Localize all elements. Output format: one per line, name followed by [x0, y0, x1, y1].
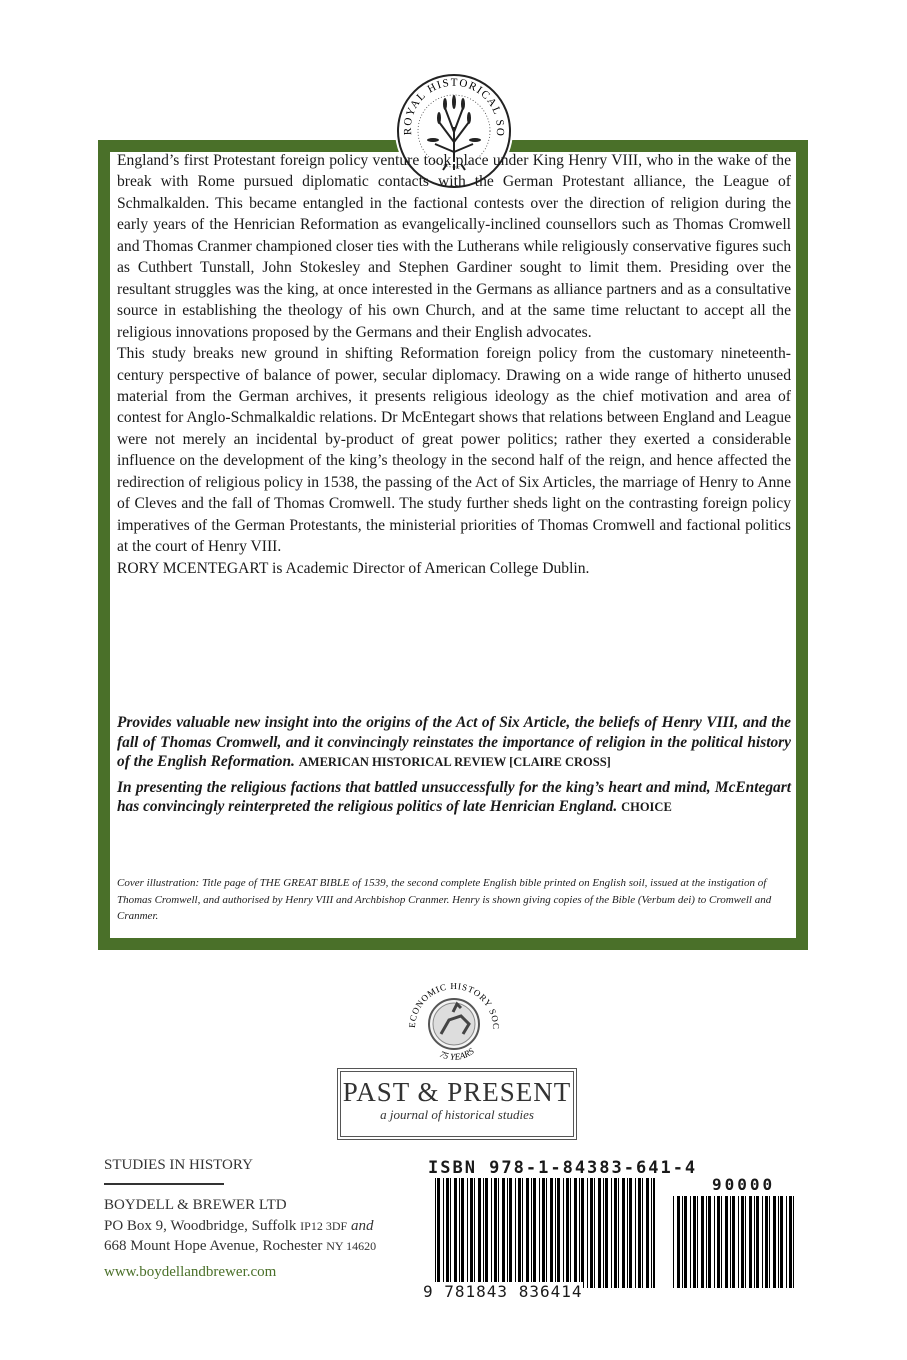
barcode-bar: [590, 1178, 593, 1288]
barcode-bar: [706, 1196, 707, 1288]
review-quote: [117, 778, 791, 818]
barcode-bar: [483, 1178, 484, 1288]
address-and: and: [350, 1217, 374, 1234]
barcode-bar: [598, 1178, 601, 1288]
barcode-bar: [684, 1196, 687, 1288]
barcode-bar: [635, 1178, 636, 1288]
price-addon-code: 90000: [712, 1175, 776, 1194]
barcode-bar: [673, 1196, 674, 1288]
barcode-bar: [570, 1178, 571, 1288]
barcode-bar: [725, 1196, 728, 1288]
barcode-bar: [502, 1178, 505, 1288]
barcode-bar: [614, 1178, 617, 1288]
barcode-bar: [446, 1178, 449, 1288]
barcode-bar: [653, 1178, 655, 1288]
barcode-bar: [682, 1196, 683, 1288]
barcode-bar: [454, 1178, 457, 1288]
barcode-bar: [721, 1196, 722, 1288]
barcode-bar: [459, 1178, 460, 1288]
barcode-bar: [550, 1178, 553, 1288]
barcode-bar: [491, 1178, 492, 1288]
barcode-bar: [574, 1178, 577, 1288]
barcode-bar: [749, 1196, 752, 1288]
series-name: STUDIES IN HISTORY: [104, 1157, 253, 1173]
barcode-bar: [555, 1178, 556, 1288]
barcode-bar: [642, 1178, 643, 1288]
barcode-bar: [526, 1178, 529, 1288]
barcode-bar: [546, 1178, 547, 1288]
past-present-subtitle: a journal of historical studies: [380, 1107, 534, 1122]
barcode-bar: [629, 1178, 632, 1288]
blurb-paragraph: This study breaks new ground in shifting Reformation foreign policy from the customary nineteenth-century perspective of balance of power, secular diplomacy. Drawing on a wide range of hitherto unused material from the German archives, it presents religious ideology as the chief motivation and area of contest for Anglo-Schmalkaldic relations. Dr McEntegart shows that relations between England and League were not merely an incidental by-product of great power politics; rather they exerted a considerable influence on the development of the king’s theology in the second half of the reign, and hence affected the redirection of religious policy in 1538, the passing of the Act of Six Articles, the marriage of Henry to Anne of Cleves and the fall of Thomas Cromwell. The study further sheds light on the contrasting foreign policy imperatives of the German Protestants, the ministerial priorities of Thomas Cromwell and factional politics at the court of Henry VIII.: [117, 345, 791, 556]
past-present-title: PAST & PRESENT: [342, 1077, 572, 1107]
barcode-bar: [605, 1178, 608, 1288]
review-source: CHOICE: [621, 800, 672, 814]
svg-text:ECONOMIC HISTORY SOCIETY: ECONOMIC HISTORY SOC: [406, 980, 502, 1031]
barcode-bar: [789, 1196, 792, 1288]
barcode-bar: [603, 1178, 604, 1288]
barcode-bar: [531, 1178, 532, 1288]
blurb-paragraph: England’s first Protestant foreign policy venture took place under King Henry VIII, who in the wake of the break with Rome pursued diplomatic contacts with the German Protestant alliance, the League of Schmalkalden. This became entangled in the factional contests over the direction of religion during the early years of the Henrician Reformation as evangelically-inclined counsellors such as Thomas Cromwell and Thomas Cranmer championed closer ties with the Lutherans while religiously conservative figures such as Cuthbert Tunstall, John Stokesley and Stephen Gardiner sought to limit them. Presiding over the resultant struggles was the king, at once interested in the Germans as alliance partners and as a consultative source in establishing the theology of his own Church, and at the same time reluctant to accept all the religious innovations proposed by the Germans and their English advocates.: [117, 152, 791, 341]
barcode-bar: [470, 1178, 473, 1288]
barcode-bar: [542, 1178, 545, 1288]
barcode-bar: [778, 1196, 779, 1288]
address-line-1: [104, 1216, 376, 1237]
barcode-bar: [745, 1196, 746, 1288]
publisher-address: [104, 1195, 376, 1257]
publisher-name: BOYDELL & BREWER LTD: [104, 1197, 287, 1213]
reviews: [117, 713, 791, 823]
barcode-bar: [443, 1178, 444, 1288]
barcode-bar: [773, 1196, 776, 1288]
barcode-bar: [717, 1196, 720, 1288]
barcode-bar: [627, 1178, 628, 1288]
postcode: NY 14620: [326, 1239, 377, 1253]
barcode-bar: [515, 1178, 516, 1288]
barcode-bar: [651, 1178, 652, 1288]
barcode-bar: [786, 1196, 787, 1288]
address-text: 668 Mount Hope Avenue, Rochester: [104, 1238, 323, 1254]
barcode-bar: [677, 1196, 680, 1288]
barcode-bar: [474, 1178, 475, 1288]
review-text: Provides valuable new insight into the origins of the Act of Six Article, the beliefs of Henry VIII, and the fall of Thomas Cromwell, and it convincingly reinstates the importance of religion in the political history of the English Reformation.: [117, 714, 791, 770]
barcode-number: 9 781843 836414: [423, 1282, 583, 1301]
barcode-bar: [587, 1178, 588, 1288]
barcode-bar: [435, 1178, 436, 1288]
review-text: In presenting the religious factions that battled unsuccessfully for the king’s heart and mind, McEntegart has convincingly reinterpreted the religious politics of late Henrician England.: [117, 778, 791, 815]
barcode-bar: [780, 1196, 783, 1288]
barcode-bar: [693, 1196, 696, 1288]
barcode-bar: [539, 1178, 540, 1288]
barcode-bar: [507, 1178, 508, 1288]
barcode-bar: [467, 1178, 468, 1288]
ean-barcode: [435, 1178, 655, 1288]
barcode-bar: [793, 1196, 794, 1288]
barcode-bar: [714, 1196, 715, 1288]
barcode-bar: [594, 1178, 595, 1288]
barcode-bar: [738, 1196, 739, 1288]
barcode-bar: [498, 1178, 499, 1288]
barcode-bar: [579, 1178, 580, 1288]
st-george-seal-icon: [405, 972, 503, 1070]
barcode-bar: [509, 1178, 512, 1288]
blurb: [117, 150, 791, 579]
barcode-bar: [690, 1196, 691, 1288]
addon-barcode: [673, 1196, 795, 1288]
address-text: PO Box 9, Woodbridge, Suffolk: [104, 1217, 297, 1234]
barcode-bar: [522, 1178, 523, 1288]
author-note: RORY MCENTEGART is Academic Director of American College Dublin.: [117, 559, 590, 577]
cover-illustration-caption: Cover illustration: Title page of THE GREAT BIBLE of 1539, the second complete English bible printed on English soil, issued at the instigation of Thomas Cromwell, and authorised by Henry VIII and Archbishop Cranmer. Henry is shown giving copies of the Bible (Verbum dei) to Cromwell and Cranmer.: [117, 877, 772, 922]
past-and-present-logo: [337, 1068, 577, 1140]
barcode-bar: [765, 1196, 768, 1288]
barcode-bar: [557, 1178, 560, 1288]
barcode-bar: [762, 1196, 763, 1288]
barcode-bar: [461, 1178, 464, 1288]
barcode-bar: [741, 1196, 744, 1288]
barcode-bar: [437, 1178, 440, 1288]
isbn-label: ISBN 978-1-84383-641-4: [428, 1158, 698, 1178]
barcode-bar: [518, 1178, 521, 1288]
barcode-bar: [450, 1178, 451, 1288]
review-source: AMERICAN HISTORICAL REVIEW [CLAIRE CROSS]: [298, 755, 611, 769]
barcode-bar: [611, 1178, 612, 1288]
barcode-bar: [485, 1178, 488, 1288]
barcode-bar: [697, 1196, 698, 1288]
barcode-bar: [566, 1178, 569, 1288]
address-line-2: [104, 1236, 376, 1257]
barcode-bar: [732, 1196, 735, 1288]
barcode-bar: [701, 1196, 704, 1288]
barcode-bar: [618, 1178, 619, 1288]
barcode-bar: [638, 1178, 641, 1288]
svg-text:ROYAL HISTORICAL SOCIETY: ROYAL HISTORICAL SO: [401, 76, 507, 138]
postcode: IP12 3DF: [300, 1218, 348, 1233]
barcode-bar: [769, 1196, 770, 1288]
barcode-bar: [533, 1178, 536, 1288]
publisher-website-link[interactable]: www.boydellandbrewer.com: [104, 1264, 277, 1280]
barcode-bar: [494, 1178, 497, 1288]
barcode-bar: [563, 1178, 564, 1288]
review-quote: [117, 713, 791, 773]
barcode-bar: [622, 1178, 625, 1288]
economic-history-society-seal: [405, 972, 503, 1070]
barcode-bar: [478, 1178, 481, 1288]
barcode-bar: [730, 1196, 731, 1288]
barcode-bar: [756, 1196, 759, 1288]
svg-text:75 YEARS: 75 YEARS: [438, 1045, 476, 1062]
barcode-bar: [581, 1178, 584, 1288]
barcode-bar: [754, 1196, 755, 1288]
divider: [104, 1183, 224, 1185]
barcode-bar: [708, 1196, 711, 1288]
barcode-bar: [646, 1178, 649, 1288]
